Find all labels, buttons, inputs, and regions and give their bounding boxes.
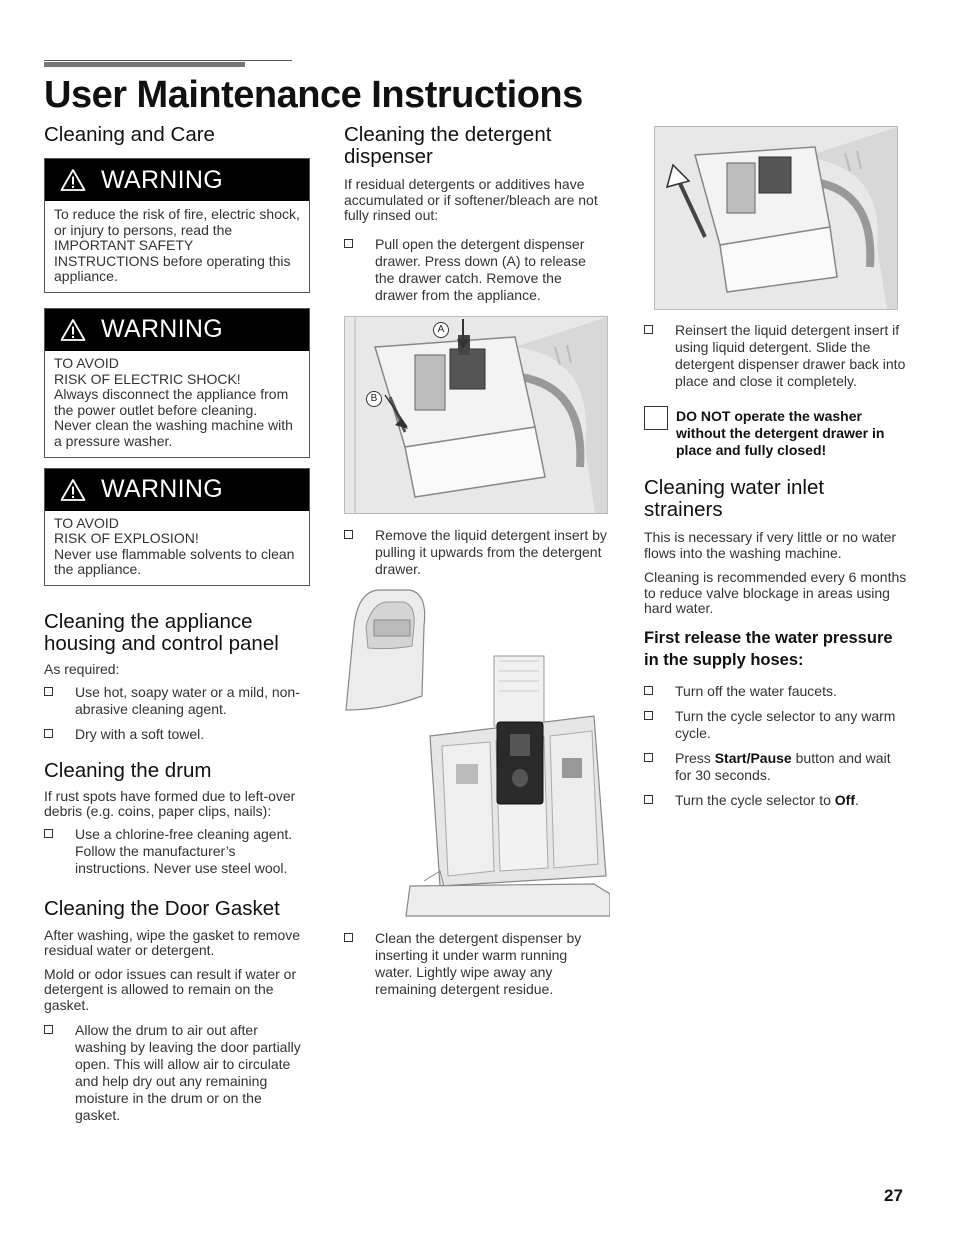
strainers-paragraph-2: Cleaning is recommended every 6 months to reduce valve blockage in areas using hard water. [644, 569, 907, 617]
warning-box-2 [44, 308, 310, 458]
warning-label: WARNING [101, 315, 223, 344]
warning-text [45, 201, 309, 292]
column-middle [344, 124, 608, 1006]
warning-triangle-icon [45, 309, 101, 351]
list-item: Turn off the water faucets. [644, 683, 908, 700]
warning-box-1 [44, 158, 310, 293]
drawer-insert-illustration [344, 586, 610, 919]
warning-line: TO AVOID [54, 354, 119, 371]
heading-housing: Cleaning the appliance housing and control panel [44, 609, 279, 655]
heading-water-inlet-strainers: Cleaning water inlet strainers [644, 476, 825, 521]
subheading-release-pressure: First release the water pressure in the supply hoses: [644, 628, 893, 669]
text: . [855, 791, 859, 808]
strainers-list [644, 683, 908, 809]
column-left [44, 124, 310, 1132]
dispenser-step-list [344, 236, 608, 304]
drum-list [44, 826, 310, 877]
warning-line: Never use flammable solvents to clean the appliance. [54, 545, 295, 578]
warning-line: Never clean the washing machine with a pressure washer. [54, 417, 293, 449]
warning-box-3 [44, 468, 310, 586]
gasket-paragraph-1: After washing, wipe the gasket to remove residual water or detergent. [44, 926, 301, 959]
warning-line: Always disconnect the appliance from the power outlet before cleaning. [54, 386, 289, 418]
warning-label: WARNING [101, 165, 223, 194]
page-number: 27 [884, 1186, 903, 1205]
list-item: Allow the drum to air out after washing by leaving the door partially open. This will allow air to circulate and help dry out any remaining moisture in the drum or on the gasket. [44, 1022, 310, 1124]
caution-note [644, 408, 908, 459]
strainers-paragraph-1: This is necessary if very little or no water flows into the washing machine. [644, 529, 897, 561]
callout-b-label: B [366, 391, 382, 407]
drum-intro: If rust spots have formed due to left-over debris (e.g. coins, paper clips, nails): [44, 787, 296, 820]
drawer-reinsert-illustration [654, 126, 898, 310]
warning-text [45, 511, 309, 585]
dispenser-step-list [344, 930, 608, 998]
heading-detergent-dispenser: Cleaning the detergent dispenser [344, 123, 552, 168]
warning-header [45, 469, 309, 511]
drawer-release-illustration [344, 316, 608, 514]
text: Turn the cycle selector to [675, 791, 835, 808]
list-item [644, 792, 908, 809]
callout-a-label: A [433, 322, 449, 338]
list-item: Remove the liquid detergent insert by pulling it upwards from the detergent drawer. [344, 527, 608, 578]
warning-header [45, 159, 309, 201]
washer-drawer-icon [655, 127, 897, 309]
gasket-paragraph-2: Mold or odor issues can result if water or detergent is allowed to remain on the gasket. [44, 965, 297, 1014]
warning-triangle-icon [45, 469, 101, 511]
reinsert-step-list [644, 322, 908, 390]
list-item [644, 750, 908, 784]
detergent-drawer-icon [344, 586, 610, 919]
warning-label: WARNING [101, 475, 223, 504]
page-title: User Maintenance Instructions [44, 74, 583, 116]
list-item: Clean the detergent dispenser by inserting it under warm running water. Lightly wipe away any remaining detergent residue. [344, 930, 608, 998]
start-pause-label: Start/Pause [714, 749, 792, 766]
header-rule-thin [44, 60, 292, 61]
list-item: Reinsert the liquid detergent insert if using liquid detergent. Slide the detergent dispenser drawer back into place and close it completely. [644, 322, 908, 390]
dispenser-intro: If residual detergents or additives have accumulated or if softener/bleach are not fully rinsed out: [344, 176, 598, 224]
warning-header [45, 309, 309, 351]
warning-text [45, 351, 309, 457]
column-right [644, 124, 908, 817]
housing-list [44, 684, 310, 743]
warning-line: RISK OF ELECTRIC SHOCK! [54, 370, 241, 387]
text: button and wait for 30 seconds. [675, 749, 891, 783]
warning-triangle-icon [45, 159, 101, 201]
dispenser-step-list [344, 527, 608, 578]
list-item: Pull open the detergent dispenser drawer. Press down (A) to release the drawer catch. Remove the drawer from the appliance. [344, 236, 608, 304]
caution-note-text: DO NOT operate the washer without the detergent drawer in place and fully closed! [676, 408, 885, 458]
list-item: Dry with a soft towel. [44, 726, 310, 743]
warning-line: To reduce the risk of fire, electric shock, or injury to persons, read the IMPORTANT SAFETY INSTRUCTIONS before operating this appliance. [54, 206, 300, 285]
off-label: Off [834, 791, 855, 808]
gasket-list [44, 1022, 310, 1124]
warning-line: RISK OF EXPLOSION! [54, 530, 199, 547]
heading-door-gasket: Cleaning the Door Gasket [44, 896, 280, 920]
list-item: Use a chlorine-free cleaning agent. Follow the manufacturer’s instructions. Never use steel wool. [44, 826, 310, 877]
heading-cleaning-and-care: Cleaning and Care [44, 123, 215, 146]
heading-drum: Cleaning the drum [44, 758, 212, 782]
housing-intro: As required: [44, 660, 120, 677]
list-item: Use hot, soapy water or a mild, non-abrasive cleaning agent. [44, 684, 310, 718]
list-item: Turn the cycle selector to any warm cycle. [644, 708, 908, 742]
washer-drawer-icon [345, 317, 607, 513]
note-box-icon [644, 406, 668, 430]
warning-line: TO AVOID [54, 514, 119, 531]
text: Press [675, 749, 715, 766]
header-rule-thick [44, 62, 245, 67]
